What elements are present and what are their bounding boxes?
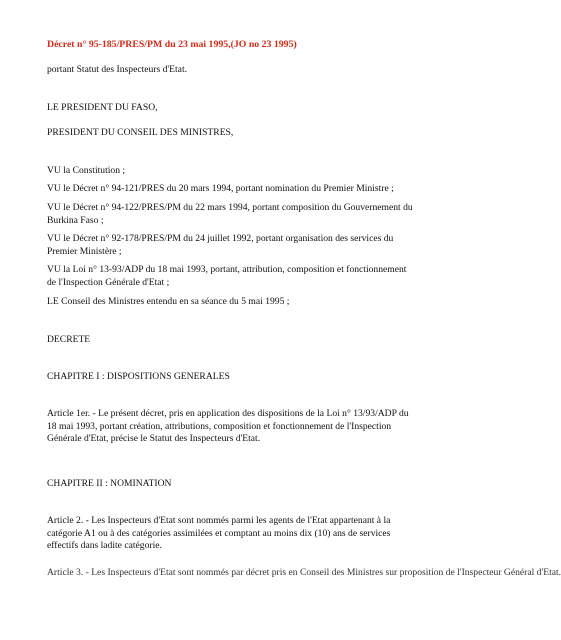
chapitre-1-heading: CHAPITRE I : DISPOSITIONS GENERALES (47, 371, 230, 382)
vu-decret-3: VU le Décret n° 92-178/PRES/PM du 24 juillet 1992, portant organisation des services du Premier Ministère ; (47, 233, 394, 257)
document-title: Décret n° 95-185/PRES/PM du 23 mai 1995,(JO no 23 1995) (47, 39, 297, 50)
vu-loi: VU la Loi n° 13-93/ADP du 18 mai 1993, portant, attribution, composition et fonctionnement de l'Inspection Générale d'Etat ; (47, 264, 407, 288)
decrete-heading: DECRETE (47, 334, 91, 345)
conseil-line: LE Conseil des Ministres entendu en sa séance du 5 mai 1995 ; (47, 296, 290, 307)
vu-decret-2: VU le Décret n° 94-122/PRES/PM du 22 mars 1994, portant composition du Gouvernement du Burkina Faso ; (47, 202, 413, 226)
article-3-cutoff (47, 567, 561, 579)
council-heading: PRESIDENT DU CONSEIL DES MINISTRES, (47, 127, 234, 138)
article-1: Article 1er. - Le présent décret, pris en application des dispositions de la Loi n° 13/93/ADP du 18 mai 1993, portant création, attributions, composition et fonctionnement de l'Inspection Générale d'Etat, précise le Statut des Inspecteurs d'Etat. (47, 408, 409, 445)
article-2: Article 2. - Les Inspecteurs d'Etat sont nommés parmi les agents de l'Etat appartenant à la catégorie A1 ou à des catégories assimilées et comptant au moins dix (10) ans de services effectifs dans ladite catégorie. (47, 515, 391, 552)
president-heading: LE PRESIDENT DU FASO, (47, 102, 158, 113)
document-subtitle: portant Statut des Inspecteurs d'Etat. (47, 64, 188, 75)
vu-decret-1: VU le Décret n° 94-121/PRES du 20 mars 1994, portant nomination du Premier Ministre ; (47, 183, 394, 194)
article-3-text: Article 3. - Les Inspecteurs d'Etat sont nommés par décret pris en Conseil des Ministres sur proposition de l'Inspecteur Général d'Etat. (47, 567, 561, 578)
vu-constitution: VU la Constitution ; (47, 165, 126, 176)
chapitre-2-heading: CHAPITRE II : NOMINATION (47, 478, 172, 489)
